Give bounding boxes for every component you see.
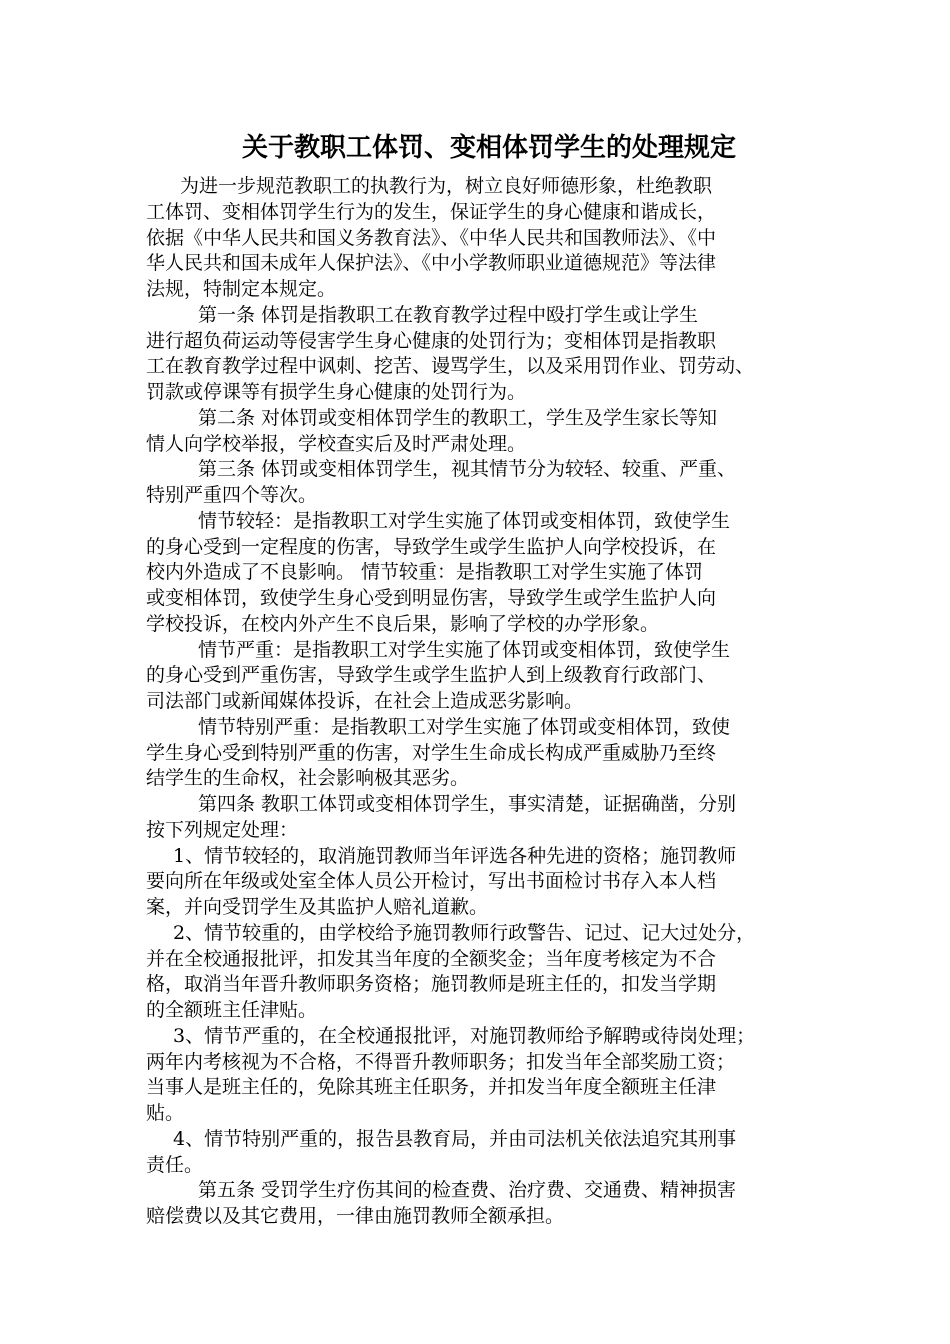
body-line: 校内外造成了不良影响。 情节较重：是指教职工对学生实施了体罚 <box>146 561 704 584</box>
body-line: 依据《中华人民共和国义务教育法》、《中华人民共和国教师法》、《中 <box>146 226 717 249</box>
body-line: 学校投诉，在校内外产生不良后果，影响了学校的办学形象。 <box>146 612 660 635</box>
body-line: 要向所在年级或处室全体人员公开检讨，写出书面检讨书存入本人档 <box>146 870 717 893</box>
body-line: 的身心受到一定程度的伤害，导致学生或学生监护人向学校投诉，在 <box>146 535 717 558</box>
body-line: 情节较轻：是指教职工对学生实施了体罚或变相体罚，致使学生 <box>198 509 731 532</box>
body-line: 情人向学校举报，学校查实后及时严肃处理。 <box>146 432 527 455</box>
body-line: 第一条 体罚是指教职工在教育教学过程中殴打学生或让学生 <box>198 303 699 326</box>
body-line: 4、情节特别严重的，报告县教育局，并由司法机关依法追究其刑事 <box>173 1127 737 1150</box>
body-line: 进行超负荷运动等侵害学生身心健康的处罚行为；变相体罚是指教职 <box>146 329 717 352</box>
body-line: 两年内考核视为不合格，不得晋升教师职务；扣发当年全部奖励工资； <box>146 1050 736 1073</box>
document-title: 关于教职工体罚、变相体罚学生的处理规定 <box>241 133 736 163</box>
body-line: 案，并向受罚学生及其监护人赔礼道歉。 <box>146 896 489 918</box>
body-line: 工体罚、变相体罚学生行为的发生，保证学生的身心健康和谐成长， <box>146 200 717 223</box>
body-line: 并在全校通报批评，扣发其当年度的全额奖金；当年度考核定为不合 <box>146 947 717 970</box>
body-line: 的全额班主任津贴。 <box>146 999 318 1021</box>
body-line: 贴。 <box>146 1102 185 1124</box>
body-line: 赔偿费以及其它费用，一律由施罚教师全额承担。 <box>146 1205 565 1227</box>
body-line: 或变相体罚，致使学生身心受到明显伤害，导致学生或学生监护人向 <box>146 587 717 609</box>
body-line: 的身心受到严重伤害，导致学生或学生监护人到上级教育行政部门、 <box>146 664 717 687</box>
body-line: 责任。 <box>146 1153 204 1176</box>
body-line: 2、情节较重的，由学校给予施罚教师行政警告、记过、记大过处分， <box>173 921 756 944</box>
body-line: 工在教育教学过程中讽刺、挖苦、谩骂学生，以及采用罚作业、罚劳动、 <box>146 355 755 378</box>
body-line: 第三条 体罚或变相体罚学生，视其情节分为较轻、较重、严重、 <box>198 458 737 481</box>
body-line: 第二条 对体罚或变相体罚学生的教职工，学生及学生家长等知 <box>198 406 718 429</box>
body-line: 3、情节严重的，在全校通报批评，对施罚教师给予解聘或待岗处理； <box>173 1024 756 1047</box>
body-line: 法规，特制定本规定。 <box>146 278 337 300</box>
body-line: 华人民共和国未成年人保护法》、《中小学教师职业道德规范》等法律 <box>146 252 717 275</box>
body-line: 按下列规定处理： <box>146 818 299 841</box>
body-line: 格，取消当年晋升教师职务资格；施罚教师是班主任的，扣发当学期 <box>146 973 717 996</box>
body-line: 第四条 教职工体罚或变相体罚学生，事实清楚，证据确凿，分别 <box>198 793 737 815</box>
body-line: 罚款或停课等有损学生身心健康的处罚行为。 <box>146 381 527 403</box>
body-line: 当事人是班主任的，免除其班主任职务，并扣发当年度全额班主任津 <box>146 1076 717 1099</box>
body-line: 特别严重四个等次。 <box>146 484 318 506</box>
body-line: 情节严重：是指教职工对学生实施了体罚或变相体罚，致使学生 <box>198 638 731 661</box>
body-line: 为进一步规范教职工的执教行为，树立良好师德形象，杜绝教职 <box>180 175 713 197</box>
body-line: 1、情节较轻的，取消施罚教师当年评选各种先进的资格；施罚教师 <box>173 844 737 867</box>
body-line: 学生身心受到特别严重的伤害，对学生生命成长构成严重威胁乃至终 <box>146 741 717 764</box>
body-line: 第五条 受罚学生疗伤其间的检查费、治疗费、交通费、精神损害 <box>198 1179 737 1202</box>
body-line: 情节特别严重：是指教职工对学生实施了体罚或变相体罚，致使 <box>198 715 731 738</box>
body-line: 司法部门或新闻媒体投诉，在社会上造成恶劣影响。 <box>146 690 584 712</box>
body-line: 结学生的生命权，社会影响极其恶劣。 <box>146 767 470 790</box>
document-body <box>146 174 826 1230</box>
